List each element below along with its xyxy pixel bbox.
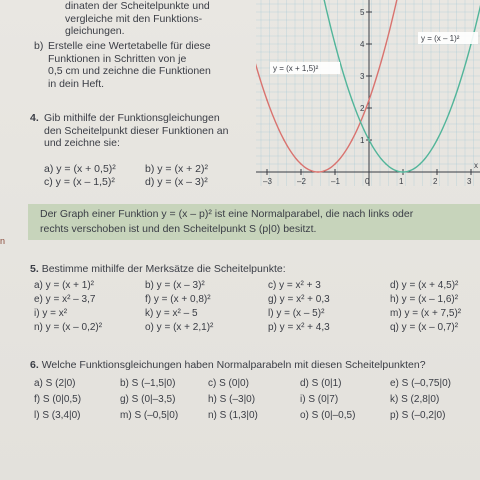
parabola-graph <box>256 0 480 186</box>
task-6-item: e) S (–0,75|0) <box>390 378 451 389</box>
rule-line: rechts verschoben ist und den Scheitelpunkt S (p|0) besitzt. <box>40 223 317 235</box>
item-label: b) <box>34 40 44 52</box>
task-5-item: d) y = (x + 4,5)² <box>390 280 459 291</box>
task-6-item: o) S (0|–0,5) <box>300 410 356 421</box>
parabola-right <box>321 0 480 172</box>
task-line: und zeichne sie: <box>44 137 120 149</box>
task-line: den Scheitelpunkt dieser Funktionen an <box>44 124 229 137</box>
task-5-item: i) y = x² <box>34 308 68 319</box>
task-5-item: f) y = (x + 0,8)² <box>145 294 211 305</box>
task-5-item: g) y = x² + 0,3 <box>268 294 330 305</box>
task-5-item: n) y = (x – 0,2)² <box>34 322 103 333</box>
task-5-item: m) y = (x + 7,5)² <box>390 308 462 319</box>
data-point <box>351 99 353 101</box>
y-tick-label: 2 <box>360 104 365 113</box>
task-5-item: l) y = (x – 5)² <box>268 308 325 319</box>
task-6-item: l) S (3,4|0) <box>34 410 81 421</box>
data-point <box>436 139 438 141</box>
x-tick-label: 3 <box>467 177 472 186</box>
equation-c: c) y = (x – 1,5)² <box>44 176 115 188</box>
fragment-line: dinaten der Scheitelpunkte und <box>65 0 210 12</box>
task-text: Bestimme mithilfe der Merksätze die Scheitelpunkte: <box>41 263 286 275</box>
data-point <box>385 43 387 45</box>
task-6-item: n) S (1,3|0) <box>208 410 258 421</box>
item-line: in dein Heft. <box>48 77 105 90</box>
item-text <box>48 40 248 90</box>
right-curve-label: y = (x – 1)² <box>421 34 460 43</box>
equation-d: d) y = (x – 3)² <box>145 176 208 188</box>
task-5-item: o) y = (x + 2,1)² <box>145 322 214 333</box>
task-6-item: b) S (–1,5|0) <box>120 378 176 389</box>
task-5-heading <box>30 263 286 275</box>
fragment-line: vergleiche mit den Funktions- <box>65 12 203 25</box>
x-tick-label: –3 <box>263 177 272 186</box>
data-point <box>300 163 302 165</box>
x-tick-label: 0 <box>365 177 370 186</box>
task-5-item: a) y = (x + 1)² <box>34 280 95 291</box>
task-6-item: p) S (–0,2|0) <box>390 410 446 421</box>
task-5-item: b) y = (x – 3)² <box>145 280 205 291</box>
task-6-heading <box>30 359 426 371</box>
item-line: Erstelle eine Wertetabelle für diese <box>48 40 211 52</box>
x-tick-label: 1 <box>399 177 404 186</box>
data-point <box>334 43 336 45</box>
x-tick-label: –1 <box>331 177 340 186</box>
task-line: Gib mithilfe der Funktionsgleichungen <box>44 112 220 124</box>
data-point <box>402 171 404 173</box>
task-6-item: i) S (0|7) <box>300 394 339 405</box>
task-text: Welche Funktionsgleichungen haben Normalparabeln mit diesen Scheitelpunkten? <box>41 359 426 371</box>
equation-a: a) y = (x + 0,5)² <box>44 163 116 175</box>
data-point <box>368 139 370 141</box>
data-point <box>385 163 387 165</box>
equation-b: b) y = (x + 2)² <box>145 163 209 175</box>
task-number: 5. <box>30 263 39 275</box>
task-5-item: p) y = x² + 4,3 <box>268 322 330 333</box>
y-tick-label: 5 <box>360 8 365 17</box>
fragment-line: gleichungen. <box>65 25 125 37</box>
task-6-item: f) S (0|0,5) <box>34 394 82 405</box>
task-6-item: m) S (–0,5|0) <box>120 410 179 421</box>
y-tick-label: 3 <box>360 72 365 81</box>
task-6-item: g) S (0|–3,5) <box>120 394 176 405</box>
task-6-item: d) S (0|1) <box>300 378 342 389</box>
task-6-item: h) S (–3|0) <box>208 394 256 405</box>
parabola-left <box>256 0 400 172</box>
data-point <box>351 139 353 141</box>
x-axis-label: x <box>474 161 478 170</box>
data-point <box>368 99 370 101</box>
task-5-item: e) y = x² – 3,7 <box>34 294 96 305</box>
data-point <box>419 163 421 165</box>
y-tick-label: 1 <box>360 136 365 145</box>
rule-box <box>28 204 480 240</box>
task-number: 6. <box>30 359 39 371</box>
task-5-item: k) y = x² – 5 <box>145 308 198 319</box>
task-5-item: c) y = x² + 3 <box>268 280 321 291</box>
task-5-item: h) y = (x – 1,6)² <box>390 294 459 305</box>
item-line: Funktionen in Schritten von je <box>48 52 187 65</box>
task-5-item: q) y = (x – 0,7)² <box>390 322 459 333</box>
data-point <box>283 139 285 141</box>
y-tick-label: 4 <box>360 40 365 49</box>
task-number: 4. <box>30 112 39 124</box>
x-tick-label: 2 <box>433 177 438 186</box>
task-6-item: c) S (0|0) <box>208 378 249 389</box>
item-line: 0,5 cm und zeichne die Funktionen <box>48 65 211 77</box>
task-6-item: k) S (2,8|0) <box>390 394 440 405</box>
rule-line: Der Graph einer Funktion y = (x – p)² ist eine Normalparabel, die nach links oder <box>40 208 414 220</box>
margin-mark: n <box>0 236 6 246</box>
previous-task-fragment <box>65 0 240 38</box>
task-6-item: a) S (2|0) <box>34 378 76 389</box>
data-point <box>334 163 336 165</box>
data-point <box>453 99 455 101</box>
x-tick-label: –2 <box>297 177 306 186</box>
left-curve-label: y = (x + 1,5)² <box>273 64 319 73</box>
data-point <box>317 171 319 173</box>
task-text <box>44 112 244 150</box>
data-point <box>266 99 268 101</box>
